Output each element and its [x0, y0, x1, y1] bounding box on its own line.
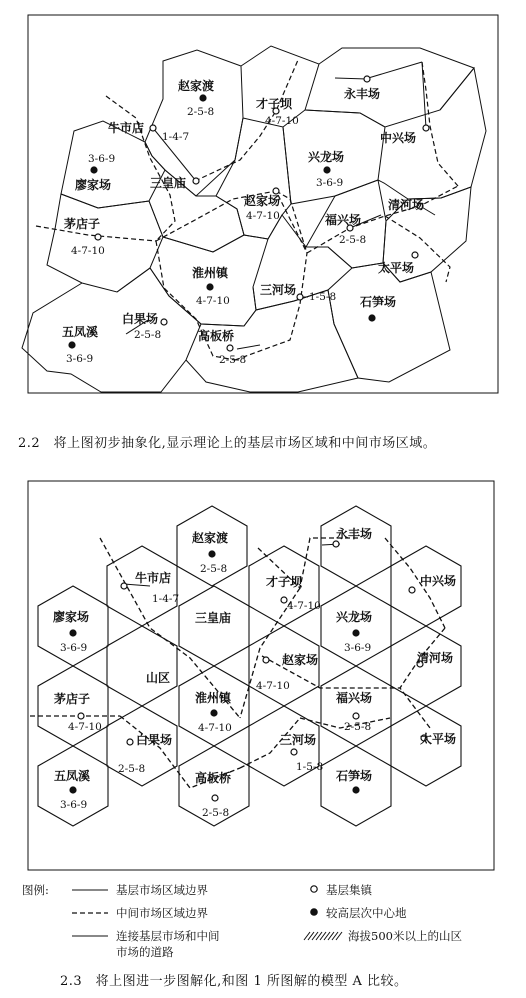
- hex-days-niushidian: 1-4-7: [152, 593, 180, 605]
- hex-days-sanhechang: 1-5-8: [296, 761, 324, 773]
- hex-label-wufengxi: 五凤溪: [54, 769, 91, 783]
- hex-cell-3: [107, 546, 180, 626]
- days-gaobanqiao: 2-5-8: [219, 354, 247, 366]
- label-fuxingchang: 福兴场: [325, 213, 362, 227]
- hex-label-xinglongchang: 兴龙场: [336, 610, 373, 624]
- legend-intermediate-boundary: 中间市场区域边界: [116, 906, 208, 920]
- hex-label-qinghechang: 清河场: [417, 651, 454, 665]
- hex-cell-13: [179, 666, 249, 746]
- days-huaizhouzhen: 4-7-10: [196, 295, 230, 307]
- legend-higher-center: 较高层次中心地: [326, 906, 407, 920]
- hex-cell-17: [391, 706, 461, 786]
- hex-label-sanhechang: 三河场: [280, 733, 317, 747]
- hex-days-maodianzi: 4-7-10: [68, 721, 102, 733]
- legend-line-symbols: [70, 884, 110, 944]
- figure2-caption: 2.3 将上图进一步图解化,和图 1 所图解的模型 A 比较。: [60, 974, 408, 989]
- label-baiguochang: 白果场: [122, 312, 159, 326]
- town-sanhechang: [297, 294, 303, 300]
- label-zhongxingchang: 中兴场: [380, 131, 417, 145]
- days-maodianzi: 4-7-10: [71, 245, 105, 257]
- hex-town-baiguochang: [127, 739, 133, 745]
- hex-label-zhaojiachang: 赵家场: [282, 653, 319, 667]
- days-wufengxi: 3-6-9: [66, 353, 94, 365]
- legend-basic-town: 基层集镇: [326, 883, 372, 897]
- town-taipingchang: [412, 252, 418, 258]
- legend-mountain-symbol: [304, 932, 342, 940]
- hex-town-gaobanqiao: [212, 795, 218, 801]
- label-xinglongchang: 兴龙场: [308, 150, 345, 164]
- hex-town-niushidian: [121, 583, 127, 589]
- hex-label-huaizhouzhen: 淮州镇: [195, 691, 232, 705]
- label-zhaojiachang: 赵家场: [244, 194, 281, 208]
- hex-label-caiziba: 才子坝: [266, 575, 303, 589]
- hex-cell-7: [179, 586, 249, 666]
- hex-cell-12: [38, 666, 108, 746]
- center-xinglongchang: [323, 166, 330, 173]
- label-gaobanqiao: 高板桥: [198, 329, 235, 343]
- hex-days-huaizhouzhen: 4-7-10: [198, 722, 232, 734]
- hex-days-gaobanqiao: 2-5-8: [202, 807, 230, 819]
- hex-town-fuxingchang: [353, 713, 359, 719]
- hex-label-yongfengchang: 永丰场: [336, 527, 373, 541]
- label-caiziba: 才子坝: [256, 97, 293, 111]
- hex-days-fuxingchang: 2-5-8: [344, 721, 372, 733]
- hex-days-zhaojiadu: 2-5-8: [200, 563, 228, 575]
- hex-days-baiguochang: 2-5-8: [118, 763, 146, 775]
- hex-town-maodianzi: [78, 713, 84, 719]
- center-wufengxi: [68, 341, 75, 348]
- center-shisunchang: [368, 314, 375, 321]
- hex-cell-2: [321, 506, 391, 586]
- hex-days-wufengxi: 3-6-9: [60, 799, 88, 811]
- hex-center-liaojiachang: [69, 629, 76, 636]
- hex-town-yongfengchang: [333, 541, 339, 547]
- days-liaojiachang: 3-6-9: [88, 153, 116, 165]
- label-qinghechang: 清河场: [388, 198, 425, 212]
- hex-label-zhaojiadu: 赵家渡: [192, 531, 229, 545]
- legend-road: 连接基层市场和中间: [116, 929, 220, 943]
- hex-label-taipingchang: 太平场: [420, 732, 457, 746]
- town-niushidian: [150, 125, 156, 131]
- label-sanhuangmiao: 三皇庙: [150, 176, 187, 190]
- hex-label-niushidian: 牛市店: [135, 571, 172, 585]
- figure2-intermediate-boundaries: [30, 538, 445, 788]
- hex-label-shanqu: 山区: [146, 671, 171, 685]
- hex-center-huaizhouzhen: [210, 709, 217, 716]
- legend-title: 图例:: [22, 883, 49, 897]
- figure1-map: [0, 0, 526, 420]
- hex-cell-18: [38, 746, 108, 826]
- hex-days-liaojiachang: 3-6-9: [60, 642, 88, 654]
- town-yongfengchang: [364, 76, 370, 82]
- label-zhaojiadu: 赵家渡: [178, 79, 215, 93]
- hex-cell-20: [321, 746, 391, 826]
- hex-label-zhongxingchang: 中兴场: [420, 574, 457, 588]
- figure2-hexmap: [0, 478, 526, 878]
- days-xinglongchang: 3-6-9: [316, 177, 344, 189]
- label-yongfengchang: 永丰场: [344, 87, 381, 101]
- days-niushidian: 1-4-7: [162, 131, 190, 143]
- hex-town-zhaojiachang: [263, 657, 269, 663]
- hex-label-liaojiachang: 廖家场: [53, 610, 90, 624]
- days-baiguochang: 2-5-8: [134, 329, 162, 341]
- town-gaobanqiao: [227, 345, 233, 351]
- town-baiguochang: [161, 319, 167, 325]
- hex-cell-8: [321, 586, 391, 666]
- town-sanhuangmiao: [193, 178, 199, 184]
- days-caiziba: 4-7-10: [265, 115, 299, 127]
- label-wufengxi: 五凤溪: [62, 325, 99, 339]
- legend-basic-boundary: 基层市场区域边界: [116, 883, 208, 897]
- hex-cell-11: [391, 626, 461, 706]
- hex-label-shisunchang: 石笋场: [336, 769, 373, 783]
- legend-road-cont: 市场的道路: [116, 945, 174, 959]
- label-taipingchang: 太平场: [378, 261, 415, 275]
- hex-days-caiziba: 4-7-10: [287, 600, 321, 612]
- hex-label-baiguochang: 白果场: [136, 733, 173, 747]
- label-niushidian: 牛市店: [108, 121, 145, 135]
- legend-mountain: 海拔500米以上的山区: [348, 929, 462, 943]
- hex-days-zhaojiachang: 4-7-10: [256, 680, 290, 692]
- label-maodianzi: 茅店子: [64, 217, 101, 231]
- hex-label-maodianzi: 茅店子: [54, 692, 91, 706]
- town-maodianzi: [95, 234, 101, 240]
- hex-label-sanhuangmiao: 三皇庙: [195, 611, 232, 625]
- hex-center-xinglongchang: [352, 629, 359, 636]
- hex-label-gaobanqiao: 高板桥: [195, 771, 232, 785]
- label-sanhechang: 三河场: [260, 283, 297, 297]
- center-liaojiachang: [90, 166, 97, 173]
- legend-higher-center-symbol: [310, 908, 318, 916]
- hex-center-wufengxi: [69, 786, 76, 793]
- days-zhaojiadu: 2-5-8: [187, 106, 215, 118]
- town-zhongxingchang: [423, 125, 429, 131]
- hex-center-zhaojiadu: [208, 550, 215, 557]
- hex-label-fuxingchang: 福兴场: [336, 691, 373, 705]
- hex-cell-9: [107, 626, 177, 706]
- hex-town-sanhechang: [291, 749, 297, 755]
- hex-town-zhongxingchang: [409, 587, 415, 593]
- figure2-basic-towns: [78, 541, 427, 801]
- hex-cell-6: [38, 586, 108, 666]
- label-huaizhouzhen: 淮州镇: [192, 266, 229, 280]
- hex-days-xinglongchang: 3-6-9: [344, 642, 372, 654]
- label-shisunchang: 石笋场: [360, 295, 397, 309]
- days-fuxingchang: 2-5-8: [339, 234, 367, 246]
- hex-cell-14: [321, 666, 391, 746]
- figure1-caption: 2.2 将上图初步抽象化,显示理论上的基层市场区域和中间市场区域。: [18, 436, 437, 451]
- days-sanhechang: 1-5-8: [309, 291, 337, 303]
- center-huaizhouzhen: [206, 283, 213, 290]
- legend-basic-town-symbol: [311, 886, 317, 892]
- days-zhaojiachang: 4-7-10: [246, 210, 280, 222]
- hex-center-shisunchang: [352, 786, 359, 793]
- label-liaojiachang: 廖家场: [75, 178, 112, 192]
- center-zhaojiadu: [199, 94, 206, 101]
